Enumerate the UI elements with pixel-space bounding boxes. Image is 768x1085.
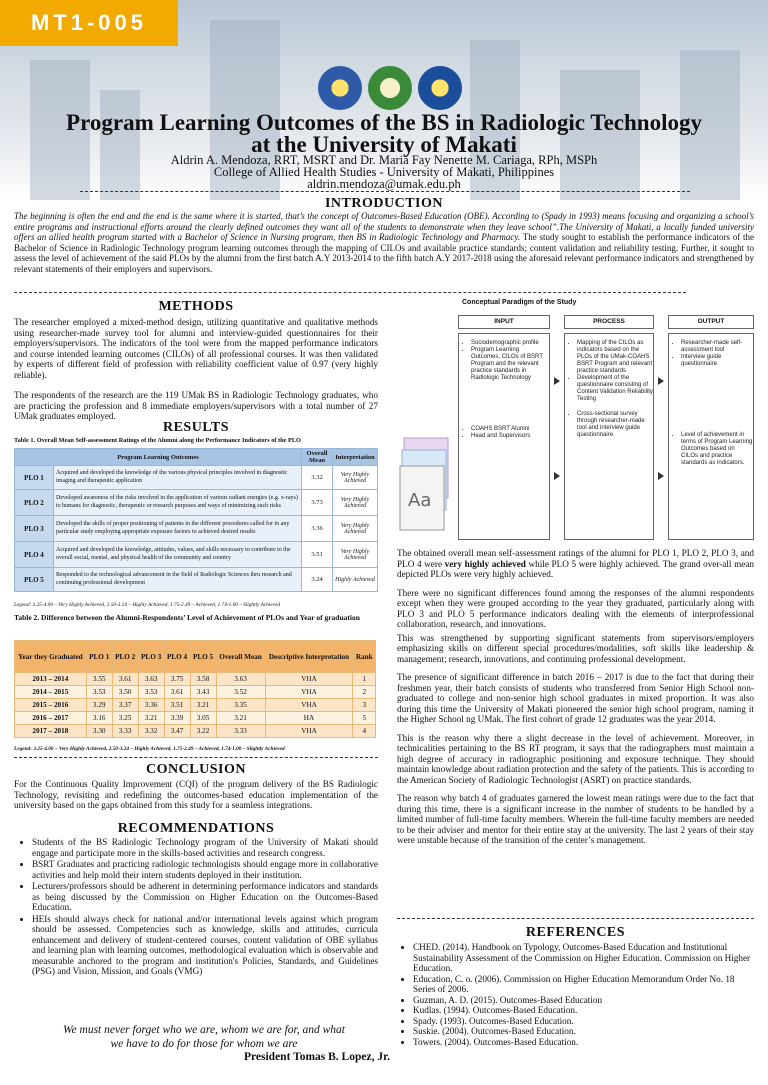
- list-item: • Students of the BS Radiologic Technology program of the University of Makati should engage and participate more in the skills-based activities and research congress.: [32, 837, 378, 858]
- table-row: [15, 712, 376, 725]
- table-cell: 2013 – 2014: [15, 673, 87, 686]
- poster-title: [0, 112, 768, 156]
- plo-mean: 3.73: [302, 490, 333, 516]
- intro-heading: INTRODUCTION: [324, 196, 443, 211]
- recommendations-heading: RECOMMENDATIONS: [117, 821, 275, 836]
- table-cell: 3.75: [164, 673, 190, 686]
- plo-interpretation: Highly Achieved: [333, 568, 378, 592]
- table-cell: 4: [353, 725, 376, 738]
- table-header-cell: PLO 1: [86, 641, 112, 673]
- plo-mean: 3.36: [302, 516, 333, 542]
- table-cell: 3.35: [216, 699, 265, 712]
- table-header-row: [15, 449, 378, 466]
- table-row: [15, 516, 378, 542]
- plo-interpretation: Very Highly Achieved: [333, 490, 378, 516]
- divider: [80, 191, 690, 192]
- list-item: • Mapping of the CILOs as indicators based on the PLOs of the UMak-COAHS BSRT Program and relevant practice standards: [577, 340, 653, 375]
- intro-text: [14, 211, 754, 274]
- discussion-paragraph-1: [397, 548, 754, 580]
- authors: Aldrin A. Mendoza, RRT, MSRT and Dr. Maria Fay Nenette M. Cariaga, RPh, MSPh: [170, 153, 598, 167]
- intro-body: The study sought to establish the performance indicators of the Bachelor of Science in Radiologic Technology program learning outcomes through the mapping of CILOs and available practice standards; content validation and reliability testing. Further, it sought to assess the level of achievement of the said PLOs by the alumni from the first batch A.Y 2013-2014 to the fifth batch A.Y 2017-2018 using the aforesaid relevant performance indicators and strengthened by relevant statements of their employers and supervisors.: [14, 232, 754, 274]
- discussion-text: The obtained overall mean self-assessment ratings of the alumni for PLO 1, PLO 2, PLO 3, and PLO 4 were: [397, 548, 754, 569]
- table-cell: 3.63: [138, 673, 164, 686]
- list-item: • Level of achievement in terms of Program Learning Outcomes based on CILOs and practice standards as indicators.: [681, 432, 753, 467]
- table-row: [15, 466, 378, 490]
- methods-body: [14, 317, 378, 422]
- list-item: • BSRT Graduates and practicing radiologic technologists should engage more in collaborative activities and help mold their intern students deployed in their institution.: [32, 859, 378, 880]
- list-item: • HEIs should always check for national and/or international levels against which program should be assessed. Competencies such as knowledge, skills and attitudes, curricula enhancement and delivery of student-centered courses, content validation of OBE syllabus and learning plan with learning outcomes, methodological evaluation which is observable and measurable anchored to the program and institution's Policies, Standards, and Guidelines (PSG) and Vision, Mission, and Goals (VMG): [32, 914, 378, 977]
- process-header: PROCESS: [564, 315, 654, 329]
- author-block: [0, 154, 768, 190]
- table-row: [15, 699, 376, 712]
- table-cell: 2015 – 2016: [15, 699, 87, 712]
- table1-legend: Legend: 3.25-4.00 – Very Highly Achieved, 2.50-3.24 – Highly Achieved, 1.75-2.49 – Achieved, 1.74-1.00 – Slightly Achieved: [14, 602, 280, 608]
- affiliation: College of Allied Health Studies - University of Makati, Philippines: [213, 165, 555, 179]
- plo-description: Acquired and developed the knowledge of the various physical principles involved in diagnostic imaging and therapeutic application: [54, 466, 302, 490]
- input-box: [458, 333, 550, 540]
- table-cell: 3.33: [216, 725, 265, 738]
- list-item: • Guzman, A. D. (2015). Outcomes-Based Education: [413, 995, 754, 1006]
- table-cell: 3.43: [190, 686, 216, 699]
- plo-description: Developed awareness of the risks involved in the application of various radiant energies (e.g. x-rays) to humans for diagnostic, therapeutic or research purposes and ways of minimizing such risks: [54, 490, 302, 516]
- discussion-text: while PLO 5 were highly achieved. The grand over-all mean depicted PLOs were very highly achieved.: [397, 558, 754, 579]
- list-item: • Lecturers/professors should be adherent in determining performance indicators and standards as being discussed by the Commission on Higher Education on the Outcomes-Based Education.: [32, 881, 378, 913]
- table-cell: 3.37: [112, 699, 138, 712]
- table-cell: 3.58: [190, 673, 216, 686]
- college-seal-icon: [368, 66, 412, 110]
- list-item: • Sociodemographic profile: [471, 340, 549, 347]
- table1-caption: Table 1. Overall Mean Self-assessment Ratings of the Alumni along the Performance Indicators of the PLO: [14, 437, 301, 444]
- document-stack-icon: [398, 436, 460, 546]
- plo-label: PLO 3: [15, 516, 54, 542]
- table-header-cell: Descriptive Interpretation: [265, 641, 353, 673]
- conceptual-paradigm-diagram: [458, 297, 754, 542]
- table-cell: 3.55: [86, 673, 112, 686]
- table-cell: 3.50: [112, 686, 138, 699]
- plo-means-table: [14, 448, 378, 592]
- table-cell: 2016 – 2017: [15, 712, 87, 725]
- divider: [397, 918, 754, 919]
- university-seal-icon: [318, 66, 362, 110]
- paradigm-caption: Conceptual Paradigm of the Study: [462, 299, 577, 306]
- discussion: [397, 548, 754, 846]
- plo-label: PLO 5: [15, 568, 54, 592]
- table2-caption: Table 2. Difference between the Alumni-Respondents’ Level of Achievement of PLOs and Year of graduation: [14, 613, 360, 622]
- logo-group: [318, 66, 462, 110]
- table-cell: 3.21: [138, 712, 164, 725]
- plo-interpretation: Very Highly Achieved: [333, 516, 378, 542]
- references-heading: REFERENCES: [525, 925, 626, 940]
- discussion-paragraph-6: The reason why batch 4 of graduates garnered the lowest mean ratings were due to the fact that during this time, there is a significant increase in the number of students to be handled by a limited number of full-time faculty members. Wherein the full-time faculty members are needed to be their adviser and mentor for their entire stay at the university. The last 2 years of their stay were unstable because of the transition of the center’s management.: [397, 793, 754, 845]
- quote-line-2: we have to do for those for whom we are: [110, 1038, 298, 1050]
- plo-mean: 3.24: [302, 568, 333, 592]
- quote-line-1: We must never forget who we are, whom we are for, and what: [63, 1024, 345, 1036]
- plo-label: PLO 2: [15, 490, 54, 516]
- output-box: [668, 333, 754, 540]
- table-cell: 2: [353, 686, 376, 699]
- table-cell: 3.61: [112, 673, 138, 686]
- email: aldrin.mendoza@umak.edu.ph: [307, 177, 461, 191]
- references-list: [397, 942, 754, 1047]
- table-cell: 3.52: [216, 686, 265, 699]
- table-cell: 3: [353, 699, 376, 712]
- quote-attribution: President Tomas B. Lopez, Jr.: [243, 1051, 390, 1063]
- table-row: [15, 542, 378, 568]
- list-item: • Researcher-made self-assessment tool: [681, 340, 753, 354]
- table-header-cell: Interpretation: [333, 449, 378, 466]
- table-cell: 3.47: [164, 725, 190, 738]
- list-item: • Education, C. o. (2006). Commission on Higher Education Memorandum Order No. 18 Series of 2006.: [413, 974, 754, 995]
- methods-heading: METHODS: [158, 299, 234, 314]
- table-header-cell: PLO 2: [112, 641, 138, 673]
- table-cell: VHA: [265, 673, 353, 686]
- table-cell: 1: [353, 673, 376, 686]
- table-cell: 3.53: [138, 686, 164, 699]
- recommendations-list: [14, 837, 378, 978]
- arrow-icon: [554, 472, 560, 480]
- table-cell: 3.25: [112, 712, 138, 725]
- table-cell: 3.36: [138, 699, 164, 712]
- table-cell: VHA: [265, 725, 353, 738]
- table-cell: 3.05: [190, 712, 216, 725]
- table-cell: 3.51: [164, 699, 190, 712]
- plo-mean: 3.51: [302, 542, 333, 568]
- year-comparison-table: [14, 640, 376, 738]
- table-cell: 3.33: [112, 725, 138, 738]
- table-header-cell: Program Learning Outcomes: [15, 449, 302, 466]
- list-item: • CHED. (2014). Handbook on Typology, Outcomes-Based Education and Institutional Sustainability Assessment of the Commission on Higher Education. Commission on Higher Education.: [413, 942, 754, 974]
- input-header: INPUT: [458, 315, 550, 329]
- results-heading: RESULTS: [162, 420, 230, 435]
- methods-paragraph-2: The respondents of the research are the 119 UMak BS in Radiologic Technology graduates, who are practicing the profession and 8 immediate employers/supervisors with a total number of 27 UMak graduates employed.: [14, 390, 378, 421]
- table-row: [15, 568, 378, 592]
- table-header-cell: Year they Graduated: [15, 641, 87, 673]
- table-cell: 3.16: [86, 712, 112, 725]
- table-cell: 3.21: [216, 712, 265, 725]
- table-row: [15, 490, 378, 516]
- list-item: • Suskie. (2004). Outcomes-Based Education.: [413, 1026, 754, 1037]
- plo-mean: 3.32: [302, 466, 333, 490]
- process-box: [564, 333, 654, 540]
- department-seal-icon: [418, 66, 462, 110]
- table-cell: 3.63: [216, 673, 265, 686]
- discussion-paragraph-2: There were no significant differences found among the responses of the alumni respondents except when they were grouped according to the year they graduated, particularly along with PLO 3 and PLO 5 performance indicators dealing with the elements of interprofessional collaboration, research, and innovations.: [397, 587, 754, 629]
- table-row: [15, 686, 376, 699]
- table-row: [15, 673, 376, 686]
- svg-text:Aa: Aa: [408, 490, 432, 511]
- methods-paragraph-1: The researcher employed a mixed-method design, utilizing quantitative and qualitative methods using researcher-made survey tool for alumni and interview-guided questionnaires for their employers/supervisors. The indicators of the tool were from the mapped performance indicators and course intended learning outcomes (CILOs) of all professional courses. It was then validated by experts of different field of profession with reliability coefficient value of 0.97 (very highly reliable).: [14, 317, 378, 380]
- table-header-cell: Overall Mean: [302, 449, 333, 466]
- discussion-paragraph-3: This was strengthened by supporting significant statements from supervisors/employers emphasizing skills on different special procedures/modalities, soft skills like leadership & management; research, innovations, and continuing professional development.: [397, 632, 754, 664]
- table-cell: 3.29: [86, 699, 112, 712]
- table-cell: HA: [265, 712, 353, 725]
- table-cell: 3.32: [138, 725, 164, 738]
- list-item: • COAHS BSRT Alumni: [471, 426, 549, 433]
- table-header-cell: PLO 5: [190, 641, 216, 673]
- output-header: OUTPUT: [668, 315, 754, 329]
- table-cell: 5: [353, 712, 376, 725]
- table-cell: VHA: [265, 686, 353, 699]
- list-item: • Head and Supervisors: [471, 433, 549, 440]
- plo-description: Responded to the technological advancement in the field of Radiologic Sciences thru research and continuing professional development: [54, 568, 302, 592]
- list-item: • Interview guide questionnaire: [681, 354, 753, 368]
- list-item: • Development of the questionnaire consisting of Content Validation Reliability Testing: [577, 375, 653, 403]
- conclusion-heading: CONCLUSION: [146, 762, 246, 777]
- table-cell: VHA: [265, 699, 353, 712]
- arrow-icon: [658, 377, 664, 385]
- title-line-1: Program Learning Outcomes of the BS in Radiologic Technology: [66, 110, 702, 135]
- discussion-emphasis: very highly achieved: [444, 558, 526, 569]
- table-cell: 3.22: [190, 725, 216, 738]
- table2-legend: Legend: 3.25-4.00 – Very Highly Achieved, 2.50-3.24 – Highly Achieved, 1.75-2.49 – Achieved, 1.74-1.00 – Slightly Achieved: [14, 746, 285, 752]
- list-item: • Kudlas. (1994). Outcomes-Based Education.: [413, 1005, 754, 1016]
- table-header-row: [15, 641, 376, 673]
- conclusion-text: For the Continuous Quality Improvement (CQI) of the program delivery of the BS Radiologic Technology, revisiting and redefining the outcomes-based education implementation of the university based on the gaps obtained from this study for a seamless integrations.: [14, 779, 378, 810]
- plo-label: PLO 4: [15, 542, 54, 568]
- plo-description: Acquired and developed the knowledge, attitudes, values, and skills necessary to contribute to the overall social, mental, and physical health of the community and country: [54, 542, 302, 568]
- table-row: [15, 725, 376, 738]
- poster-id-badge: MT1-005: [0, 0, 178, 46]
- divider: [14, 757, 378, 758]
- table-cell: 3.39: [164, 712, 190, 725]
- table-header-cell: Overall Mean: [216, 641, 265, 673]
- divider: [14, 292, 686, 293]
- list-item: • Program Learning Outcomes, CILOs of BSRT Program and the relevant practice standards in Radiologic Technology: [471, 347, 549, 382]
- table-cell: 2017 – 2018: [15, 725, 87, 738]
- table-cell: 3.30: [86, 725, 112, 738]
- intro-italic: The beginning is often the end and the end is the same where it is started, that’s the concept of Outcomes-Based Education (OBE). According to (Spady in 1993) means focusing and organizing a school’s entire programs and instructional efforts around the clearly defined outcomes they want all of the students to demonstrate when they leave school”.The University of Makati, a locally funded university offers an allied health program started with a Bachelor of Science in Nursing program, then BS in Radiologic Technology and Pharmacy.: [14, 211, 754, 242]
- list-item: • Cross-sectional survey through researcher-made tool and interview guide questionnaire: [577, 411, 653, 439]
- title-line-2: at the University of Makati: [251, 132, 517, 157]
- discussion-paragraph-4: The presence of significant difference in batch 2016 – 2017 is due to the fact that during their freshmen year, their batch consists of students who transferred from Senior High School non-graduated to college and non-senior high school graduates in mixed proportion. It was also during this time the University of Makati pioneered the senior high school program, naming it the Higher School ng UMak. The first cohort of grade 12 graduates was the year 2014.: [397, 672, 754, 724]
- table-header-cell: PLO 3: [138, 641, 164, 673]
- discussion-paragraph-5: This is the reason why there a slight decrease in the level of achievement. Moreover, in technicalities pertaining to the BS RT program, it says that the radiographers must maintain a high degree of accuracy in radiographic positioning and exposure technique. They should maintain knowledge about radiation protection and the safety of the patients. This is according to the American Society of Radiologic Technologist (ASRT) on practice standards.: [397, 732, 754, 785]
- table-cell: 3.61: [164, 686, 190, 699]
- list-item: • Towers. (2004). Outcomes-Based Education.: [413, 1037, 754, 1048]
- closing-quote: [14, 1023, 394, 1051]
- arrow-icon: [658, 472, 664, 480]
- plo-interpretation: Very Highly Achieved: [333, 466, 378, 490]
- plo-label: PLO 1: [15, 466, 54, 490]
- plo-interpretation: Very Highly Achieved: [333, 542, 378, 568]
- table-cell: 2014 – 2015: [15, 686, 87, 699]
- table-cell: 3.53: [86, 686, 112, 699]
- table-cell: 3.21: [190, 699, 216, 712]
- plo-description: Developed the skills of proper positioning of patients in the different procedures called for in any particular study employing appropriate exposure factors to achieved desired results: [54, 516, 302, 542]
- table-header-cell: PLO 4: [164, 641, 190, 673]
- list-item: • Spady. (1993). Outcomes-Based Education.: [413, 1016, 754, 1027]
- table-header-cell: Rank: [353, 641, 376, 673]
- arrow-icon: [554, 377, 560, 385]
